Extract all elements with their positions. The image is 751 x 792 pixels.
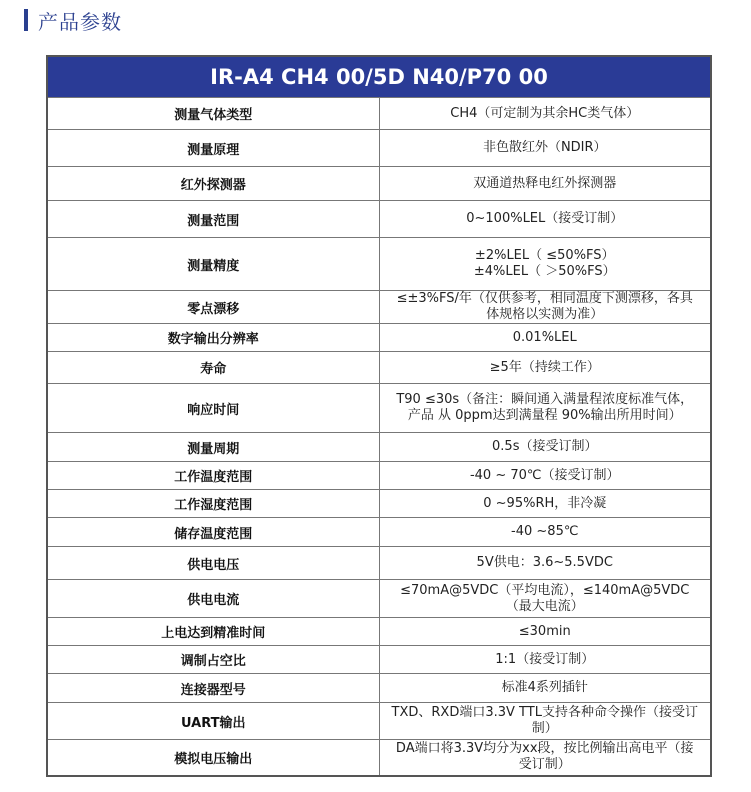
spec-table-body [47, 98, 711, 776]
spec-value [379, 433, 711, 462]
spec-value [379, 580, 711, 618]
spec-value-line: ≤±3%FS/年（仅供参考，相同温度下测漂移，各具体规格以实测为准） [396, 291, 693, 322]
spec-label: 红外探测器 [47, 167, 379, 201]
spec-value-line: 5V供电：3.6~5.5VDC [476, 555, 613, 570]
spec-value-line: 双通道热释电红外探测器 [473, 175, 617, 191]
spec-row [47, 547, 711, 580]
spec-row [47, 518, 711, 547]
spec-value [379, 238, 711, 291]
spec-label: 测量范围 [47, 201, 379, 238]
spec-label: 测量气体类型 [47, 98, 379, 130]
spec-value [379, 291, 711, 324]
spec-label: 供电电压 [47, 547, 379, 580]
spec-value [379, 324, 711, 352]
spec-label: 供电电流 [47, 580, 379, 618]
section-header [24, 8, 122, 32]
spec-value-line: ±2%LEL（ ≤50%FS） [474, 248, 615, 263]
spec-row [47, 462, 711, 490]
spec-row [47, 674, 711, 703]
spec-value-line: 1:1（接受订制） [495, 651, 595, 667]
spec-label: 模拟电压输出 [47, 740, 379, 776]
spec-value [379, 352, 711, 384]
spec-value [379, 547, 711, 580]
spec-label: 储存温度范围 [47, 518, 379, 547]
spec-value-line: TXD、RXD端口3.3V TTL支持各种命令操作（接受订制） [391, 705, 698, 736]
spec-value [379, 703, 711, 740]
spec-value-line: 0.5s（接受订制） [492, 439, 598, 454]
spec-label: 上电达到精准时间 [47, 618, 379, 646]
spec-row [47, 433, 711, 462]
spec-value [379, 674, 711, 703]
spec-label: 调制占空比 [47, 646, 379, 674]
spec-row [47, 703, 711, 740]
spec-row [47, 291, 711, 324]
spec-row [47, 98, 711, 130]
spec-value [379, 518, 711, 547]
spec-table-title-row [47, 56, 711, 98]
section-accent-bar [24, 9, 28, 31]
spec-value [379, 490, 711, 518]
spec-label: 零点漂移 [47, 291, 379, 324]
spec-row [47, 740, 711, 776]
spec-value-line: T90 ≤30s（备注：瞬间通入满量程浓度标准气体， 产品 从 0ppm达到满量程 90%输出所用时间） [396, 392, 694, 423]
spec-row [47, 167, 711, 201]
spec-value-line: DA端口将3.3V均分为xx段，按比例输出高电平（接受订制） [395, 741, 694, 773]
spec-value [379, 740, 711, 776]
spec-label: 工作温度范围 [47, 462, 379, 490]
spec-value [379, 646, 711, 674]
spec-row [47, 238, 711, 291]
spec-row [47, 618, 711, 646]
spec-row [47, 324, 711, 352]
spec-value [379, 201, 711, 238]
spec-value [379, 618, 711, 646]
spec-label: 工作湿度范围 [47, 490, 379, 518]
spec-label: 响应时间 [47, 384, 379, 433]
spec-value-line: -40 ~ 70℃（接受订制） [469, 467, 620, 483]
spec-value-line: 0 ~95%RH，非冷凝 [483, 495, 607, 511]
spec-label: 测量周期 [47, 433, 379, 462]
spec-value [379, 462, 711, 490]
spec-label: 测量精度 [47, 238, 379, 291]
spec-value-line: -40 ~85℃ [511, 524, 579, 539]
spec-value [379, 130, 711, 167]
spec-row [47, 490, 711, 518]
spec-label: UART输出 [47, 703, 379, 740]
spec-row [47, 646, 711, 674]
spec-label: 连接器型号 [47, 674, 379, 703]
spec-value [379, 98, 711, 130]
spec-value-line: 标准4系列插针 [501, 680, 588, 695]
spec-value-line: ±4%LEL（ ＞50%FS） [473, 264, 616, 279]
spec-label: 寿命 [47, 352, 379, 384]
spec-row [47, 580, 711, 618]
model-title: IR-A4 CH4 00/5D N40/P70 00 [47, 56, 711, 98]
spec-value-line: ≥5年（持续工作） [489, 359, 600, 375]
spec-label: 数字输出分辨率 [47, 324, 379, 352]
spec-row [47, 384, 711, 433]
spec-value-line: ≤70mA@5VDC（平均电流），≤140mA@5VDC（最大电流） [400, 582, 690, 614]
spec-value-line: ≤30min [518, 623, 571, 639]
spec-label: 测量原理 [47, 130, 379, 167]
spec-table [46, 55, 712, 777]
spec-row [47, 130, 711, 167]
spec-row [47, 352, 711, 384]
section-title: 产品参数 [38, 9, 122, 34]
spec-value-line: 0.01%LEL [512, 329, 577, 345]
spec-value-line: 非色散红外（NDIR） [482, 140, 607, 155]
spec-value [379, 167, 711, 201]
spec-value-line: 0~100%LEL（接受订制） [466, 211, 624, 226]
spec-row [47, 201, 711, 238]
spec-value-line: CH4（可定制为其余HC类气体） [450, 105, 640, 121]
spec-value [379, 384, 711, 433]
